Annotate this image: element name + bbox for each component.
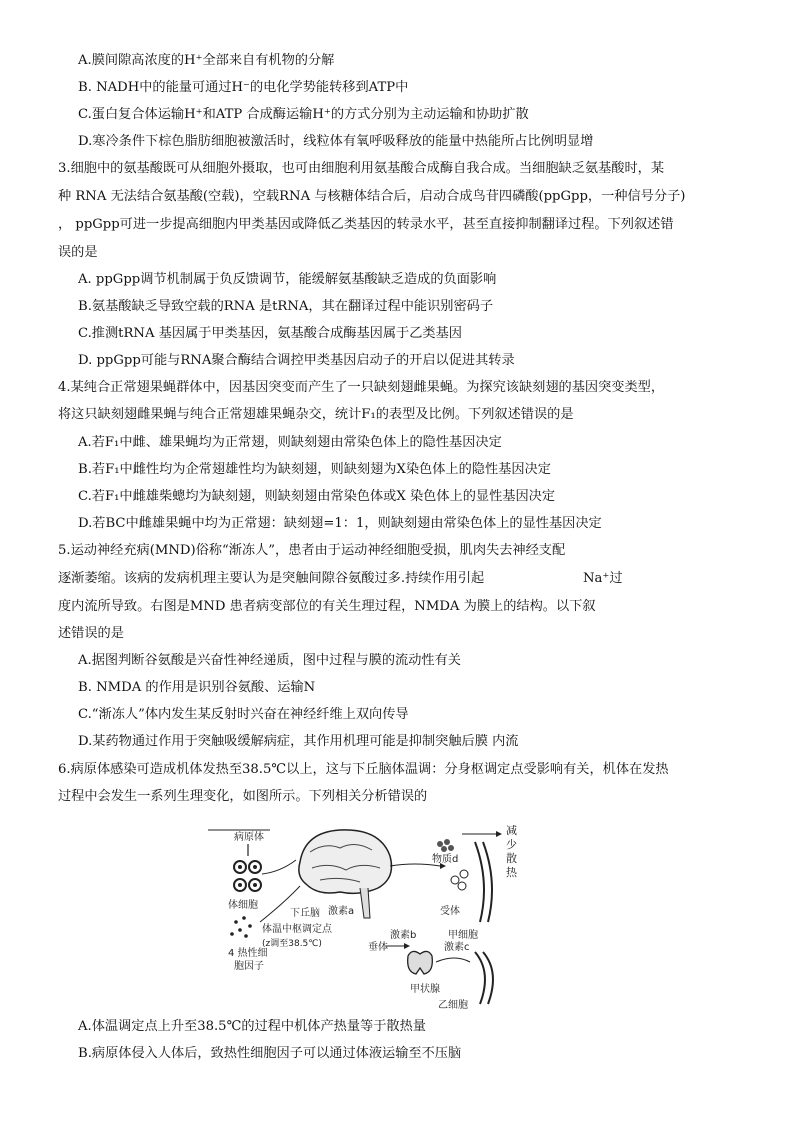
q4-option-b: B.若F₁中雌性均为企常翅雄性均为缺刻翅，则缺刻翅为X染色体上的隐性基因决定 — [78, 462, 551, 477]
label-hypothalamus: 下丘脑 — [290, 908, 320, 919]
q3-stem-line-4: 误的是 — [58, 245, 98, 260]
q4-stem-line-1: 4.某纯合正常翅果蝇群体中，因基因突变而产生了一只缺刻翅雌果蝇。为探究该缺刻翅的基因突变类型， — [58, 380, 665, 395]
label-reduce-heat-4: 热 — [506, 866, 517, 879]
q3-stem-line-2: 种 RNA 无法结合氨基酸(空载)，空载RNA 与核糖体结合后，启动合成鸟苷四磷酸(ppGpp，一种信号分子) — [58, 189, 686, 204]
label-reduce-heat-2: 少 — [506, 838, 517, 851]
q6-stem-line-1: 6.病原体感染可造成机体发热至38.5℃以上，这与下丘脑体温调：分身枢调定点受影响有关，机体在发热 — [58, 762, 669, 777]
q5-option-b: B. NMDA 的作用是识别谷氨酸、运输N — [78, 680, 316, 695]
label-hormone-a: 激素a — [328, 906, 355, 917]
label-cell-b: 乙细胞 — [438, 1000, 468, 1011]
label-substance-d: 物质d — [432, 854, 459, 865]
label-hormone-c: 激素c — [444, 942, 470, 953]
q6-option-a: A.体温调定点上升至38.5℃的过程中机体产热量等于散热量 — [78, 1019, 426, 1034]
q5-stem-na: Na⁺过 — [583, 571, 623, 586]
body-cells-icon — [234, 861, 261, 891]
label-pyro-cell: 4 热性细 — [228, 948, 268, 959]
label-reduce-heat-1: 减 — [506, 824, 517, 837]
label-hormone-b: 激素b — [390, 930, 417, 941]
q2-option-d: D.寒冷条件下棕色脂肪细胞被激活时，线粒体有氧呼吸释放的能量中热能所占比例明显增 — [78, 134, 594, 149]
vesicles-icon — [451, 870, 468, 890]
label-pituitary: 垂体 — [368, 942, 388, 953]
label-body-cell: 体细胞 — [228, 900, 258, 911]
q5-stem-line-3: 度内流所导致。右图是MND 患者病变部位的有关生理过程，NMDA 为膜上的结构。以下叙 — [58, 599, 596, 614]
label-receptor: 受体 — [440, 906, 460, 917]
label-center: 体温中枢调定点 — [262, 924, 332, 935]
label-cell-a: 甲细胞 — [448, 930, 478, 941]
q5-stem-line-1: 5.运动神经充病(MND)俗称“渐冻人”，患者由于运动神经细胞受损，肌肉失去神经支配 — [58, 543, 566, 558]
label-pyro-cell-2: 胞因子 — [234, 961, 264, 972]
brain-icon — [299, 830, 392, 918]
q3-stem-line-3: ， ppGpp可进一步提高细胞内甲类基因或降低乙类基因的转录水平，甚至直接抑制翻译过程。下列叙述错 — [58, 217, 674, 232]
label-reduce-heat-3: 散 — [506, 852, 517, 865]
q6-stem-line-2: 过程中会发生一系列生理变化，如图所示。下列相关分析错误的 — [58, 789, 428, 804]
cell-a-membrane — [475, 842, 492, 922]
substance-d-icon — [437, 839, 454, 852]
label-thyroid: 甲状腺 — [410, 984, 440, 995]
cytokine-dots-icon — [230, 916, 252, 938]
q5-stem-line-4: 述错误的是 — [58, 626, 124, 641]
q2-option-a: A.膜间隙高浓度的H⁺全部来自有机物的分解 — [78, 53, 335, 68]
q4-option-c: C.若F₁中雌雄柴蟌均为缺刻翅，则缺刻翅由常染色体或X 染色体上的显性基因决定 — [78, 489, 556, 504]
q5-stem-line-2: 逐渐萎缩。该病的发病机理主要认为是突触间隙谷氨酸过多.持续作用引起 — [58, 571, 485, 586]
label-pathogen: 病原体 — [234, 832, 264, 843]
q5-option-d: D.某药物通过作用于突触吸缓解病症，其作用机理可能是抑制突触后膜 内流 — [78, 734, 519, 749]
q5-option-c: C.“渐冻人”体内发生某反射时兴奋在神经纤维上双向传导 — [78, 707, 409, 722]
q3-option-c: C.推测tRNA 基因属于甲类基因，氨基酸合成酶基因属于乙类基因 — [78, 326, 462, 341]
thyroid-icon — [408, 951, 433, 974]
q2-option-c: C.蛋白复合体运输H⁺和ATP 合成酶运输H⁺的方式分别为主动运输和协助扩散 — [78, 107, 529, 122]
q4-option-a: A.若F₁中雌、雄果蝇均为正常翅，则缺刻翅由常染色体上的隐性基因决定 — [78, 435, 502, 450]
q4-stem-line-2: 将这只缺刻翅雌果蝇与纯合正常翅雄果蝇杂交，统计F₁的表型及比例。下列叙述错误的是 — [58, 407, 574, 422]
q3-stem-line-1: 3.细胞中的氨基酸既可从细胞外摄取，也可由细胞利用氨基酸合成酶自我合成。当细胞缺乏氨基酸时，某 — [58, 161, 665, 176]
q5-option-a: A.据图判断谷氨酸是兴奋性神经递质，图中过程与膜的流动性有关 — [78, 653, 461, 668]
label-setpoint: (z调至38.5℃) — [262, 939, 322, 949]
q6-option-b: B.病原体侵入人体后，致热性细胞因子可以通过体液运输至不压脑 — [78, 1046, 462, 1061]
q4-option-d: D.若BC中雌雄果蝇中均为正常翅：缺刻翅=1：1，则缺刻翅由常染色体上的显性基因决定 — [78, 516, 602, 531]
q3-option-a: A. ppGpp调节机制属于负反馈调节，能缓解氨基酸缺乏造成的负面影响 — [78, 272, 497, 287]
q3-option-b: B.氨基酸缺乏导致空载的RNA 是tRNA，其在翻译过程中能识别密码子 — [78, 299, 494, 314]
q3-option-d: D. ppGpp可能与RNA聚合酶结合调控甲类基因启动子的开启以促进其转录 — [78, 353, 515, 368]
cell-b-membrane — [475, 952, 493, 1004]
q2-option-b: B. NADH中的能量可通过H⁻的电化学势能转移到ATP中 — [78, 80, 409, 95]
fever-regulation-diagram — [200, 822, 530, 1012]
